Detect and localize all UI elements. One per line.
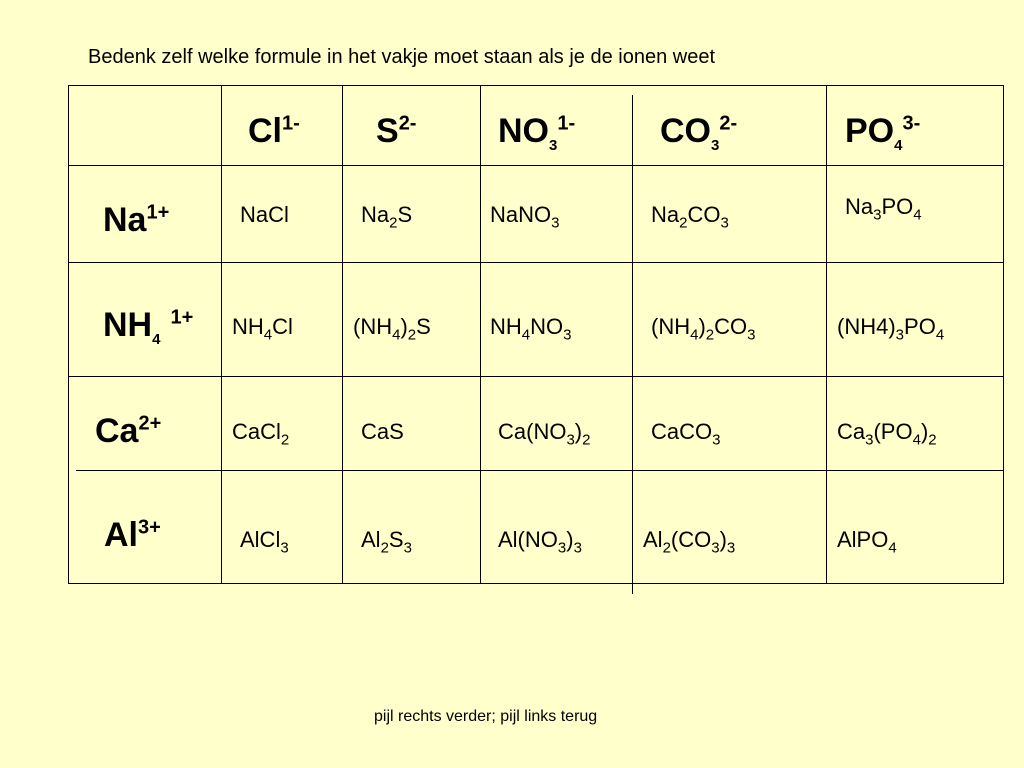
row-header-al: $Al^{3+}$ bbox=[104, 516, 161, 554]
row-divider bbox=[76, 470, 1004, 471]
row-divider bbox=[68, 262, 1004, 263]
row-header-nh4: $NH_4^{1+}$ bbox=[103, 306, 194, 348]
header-no3: $NO_3^{1-}$ bbox=[498, 112, 576, 154]
row-divider bbox=[68, 165, 1004, 166]
formula-na-s: $Na_2S$ bbox=[361, 202, 413, 232]
column-divider bbox=[826, 85, 827, 584]
formula-na-cl: NaCl bbox=[240, 202, 289, 227]
column-divider bbox=[480, 85, 481, 584]
instruction-text: Bedenk zelf welke formule in het vakje moet staan als je de ionen weet bbox=[88, 46, 716, 68]
column-divider bbox=[342, 85, 343, 584]
formula-ca-no3: $Ca(NO_3)_2$ bbox=[498, 419, 591, 449]
formula-al-co3: $Al_2(CO_3)_3$ bbox=[643, 527, 736, 557]
header-s: $S^{2-}$ bbox=[376, 112, 417, 150]
formula-al-cl: AlCl$_3$ bbox=[240, 527, 289, 557]
header-co3: $CO_3^{2-}$ bbox=[660, 112, 738, 154]
formula-al-po4: AlPO$_4$ bbox=[837, 527, 897, 557]
formula-na-no3: NaNO$_3$ bbox=[490, 202, 560, 232]
table-border-right bbox=[1003, 85, 1004, 584]
row-header-ca: $Ca^{2+}$ bbox=[95, 412, 162, 450]
column-divider bbox=[221, 85, 222, 584]
header-cl: $Cl^{1-}$ bbox=[248, 112, 300, 150]
formula-al-no3: $Al(NO_3)_3$ bbox=[498, 527, 582, 557]
formula-ca-s: CaS bbox=[361, 419, 404, 444]
formula-na-co3: $Na_2CO_3$ bbox=[651, 202, 729, 232]
formula-nh4-s: $(NH_4)_2S$ bbox=[353, 314, 431, 344]
formula-al-s: $Al_2S_3$ bbox=[361, 527, 412, 557]
formula-nh4-co3: $(NH_4)_2CO_3$ bbox=[651, 314, 756, 344]
table-border-left bbox=[68, 85, 69, 584]
row-divider bbox=[68, 376, 1004, 377]
navigation-hint: pijl rechts verder; pijl links terug bbox=[374, 708, 598, 725]
row-header-na: $Na^{1+}$ bbox=[103, 201, 170, 239]
formula-nh4-cl: $NH_4Cl$ bbox=[232, 314, 293, 344]
formula-nh4-po4: $(NH4)_3PO_4$ bbox=[837, 314, 945, 344]
table-border-bottom bbox=[68, 583, 1004, 584]
formula-ca-po4: $Ca_3(PO_4)_2$ bbox=[837, 419, 937, 449]
table-border-top bbox=[68, 85, 1004, 86]
formula-ca-cl: CaCl$_2$ bbox=[232, 419, 290, 449]
header-po4: $PO_4^{3-}$ bbox=[845, 112, 921, 154]
formula-na-po4: $Na_3PO_4$ bbox=[845, 194, 922, 224]
formula-ca-co3: CaCO$_3$ bbox=[651, 419, 721, 449]
column-divider bbox=[632, 95, 633, 594]
formula-nh4-no3: $NH_4NO_3$ bbox=[490, 314, 572, 344]
